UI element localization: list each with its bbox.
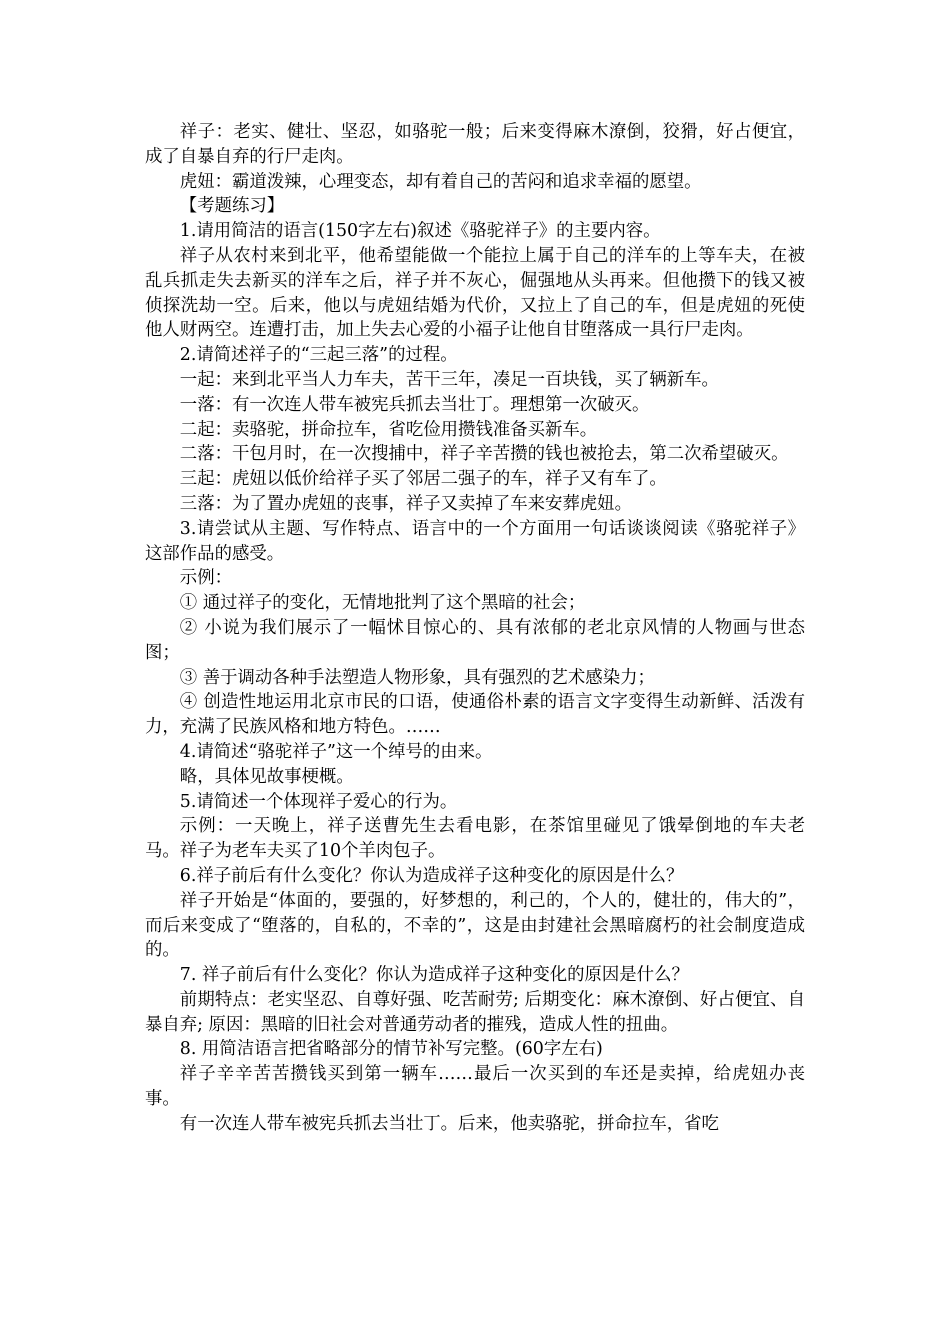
- section-heading: 【考题练习】: [179, 196, 285, 217]
- answer: 有一次连人带车被宪兵抓去当壮丁。后来，他卖骆驼，拼命拉车，省吃: [179, 1113, 719, 1134]
- question: 4.请简述“骆驼祥子”这一个绰号的由来。: [179, 741, 493, 762]
- answer-item: ② 小说为我们展示了一幅怵目惊心的、具有浓郁的老北京风情的人物画与世态图；: [145, 617, 805, 663]
- answer: 示例：: [179, 568, 232, 589]
- question: 5.请简述一个体现祥子爱心的行为。: [179, 791, 458, 812]
- answer: 祥子开始是“体面的，要强的，好梦想的，利己的，个人的，健壮的，伟大的”，而后来变成了“堕落的，自私的，不幸的”，这是由封建社会黑暗腐朽的社会制度造成的。: [145, 890, 805, 961]
- paragraph: 虎妞：霸道泼辣，心理变态，却有着自己的苦闷和追求幸福的愿望。: [179, 171, 702, 192]
- answer: 三落：为了置办虎妞的丧事，祥子又卖掉了车来安葬虎妞。: [179, 493, 632, 514]
- question: 3.请尝试从主题、写作特点、语言中的一个方面用一句话谈谈阅读《骆驼祥子》这部作品的感受。: [145, 518, 805, 564]
- question: 8. 用简洁语言把省略部分的情节补写完整。(60字左右): [179, 1039, 603, 1060]
- answer: 示例：一天晚上，祥子送曹先生去看电影，在茶馆里碰见了饿晕倒地的车夫老马。祥子为老车夫买了10个羊肉包子。: [145, 816, 805, 862]
- answer: 二起：卖骆驼，拼命拉车，省吃俭用攒钱准备买新车。: [179, 419, 598, 440]
- question: 6.祥子前后有什么变化？你认为造成祥子这种变化的原因是什么？: [179, 865, 684, 886]
- question: 7. 祥子前后有什么变化？你认为造成祥子这种变化的原因是什么？: [179, 965, 689, 986]
- answer: 三起：虎妞以低价给祥子买了邻居二强子的车，祥子又有车了。: [179, 469, 667, 490]
- answer: 前期特点：老实坚忍、自尊好强、吃苦耐劳; 后期变化：麻木潦倒、好占便宜、自暴自弃; 原因：黑暗的旧社会对普通劳动者的摧残，造成人性的扭曲。: [145, 989, 805, 1035]
- answer: 祥子从农村来到北平，他希望能做一个能拉上属于自己的洋车的上等车夫，在被乱兵抓走失去新买的洋车之后，祥子并不灰心，倔强地从头再来。但他攒下的钱又被侦探洗劫一空。后来，他以与虎妞结婚为代价，又拉上了自己的车，但是虎妞的死使他人财两空。连遭打击，加上失去心爱的小福子让他自甘堕落成一具行尸走肉。: [145, 245, 805, 341]
- answer-item: ③ 善于调动各种手法塑造人物形象，具有强烈的艺术感染力；: [179, 667, 655, 688]
- answer: 略，具体见故事梗概。: [179, 766, 354, 787]
- answer: 祥子辛辛苦苦攒钱买到第一辆车……最后一次买到的车还是卖掉，给虎妞办丧事。: [145, 1064, 805, 1110]
- answer: 一落：有一次连人带车被宪兵抓去当壮丁。理想第一次破灭。: [179, 394, 650, 415]
- paragraph: 祥子：老实、健壮、坚忍，如骆驼一般；后来变得麻木潦倒，狡猾，好占便宜，成了自暴自弃的行尸走肉。: [145, 122, 805, 167]
- document-page: [145, 120, 805, 1137]
- question: 1.请用简洁的语言(150字左右)叙述《骆驼祥子》的主要内容。: [179, 221, 661, 242]
- question: 2.请简述祥子的“三起三落”的过程。: [179, 345, 458, 366]
- answer: 一起：来到北平当人力车夫，苦干三年，凑足一百块钱，买了辆新车。: [179, 369, 719, 390]
- answer-item: ④ 创造性地运用北京市民的口语，使通俗朴素的语言文字变得生动新鲜、活泼有力，充满了民族风格和地方特色。……: [145, 692, 805, 738]
- answer: 二落：干包月时，在一次搜捕中，祥子辛苦攒的钱也被抢去，第二次希望破灭。: [179, 444, 789, 465]
- answer-item: ① 通过祥子的变化，无情地批判了这个黑暗的社会；: [179, 593, 586, 614]
